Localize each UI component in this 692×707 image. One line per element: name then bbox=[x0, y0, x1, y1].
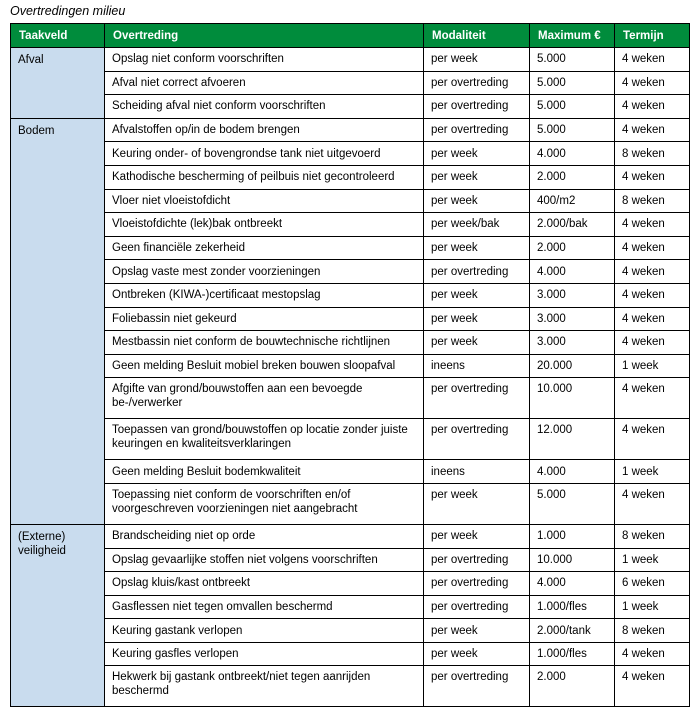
overtreding-cell: Toepassing niet conform de voorschriften en/of voorgeschreven voorzieningen niet aangebracht bbox=[105, 483, 424, 524]
termijn-cell: 1 week bbox=[615, 548, 690, 572]
table-row bbox=[11, 331, 690, 355]
maximum-cell: 4.000 bbox=[530, 142, 615, 166]
maximum-cell: 12.000 bbox=[530, 419, 615, 460]
header-taakveld: Taakveld bbox=[11, 24, 105, 48]
maximum-cell: 4.000 bbox=[530, 572, 615, 596]
overtreding-cell: Gasflessen niet tegen omvallen beschermd bbox=[105, 595, 424, 619]
maximum-cell: 4.000 bbox=[530, 460, 615, 484]
overtreding-cell: Geen melding Besluit mobiel breken bouwen sloopafval bbox=[105, 354, 424, 378]
modaliteit-cell: per overtreding bbox=[424, 118, 530, 142]
table-row bbox=[11, 165, 690, 189]
table-row bbox=[11, 118, 690, 142]
termijn-cell: 4 weken bbox=[615, 378, 690, 419]
maximum-cell: 2.000/bak bbox=[530, 213, 615, 237]
termijn-cell: 4 weken bbox=[615, 118, 690, 142]
termijn-cell: 8 weken bbox=[615, 619, 690, 643]
table-row bbox=[11, 548, 690, 572]
overtreding-cell: Scheiding afval niet conform voorschriften bbox=[105, 95, 424, 119]
table-row bbox=[11, 95, 690, 119]
modaliteit-cell: per overtreding bbox=[424, 260, 530, 284]
maximum-cell: 10.000 bbox=[530, 548, 615, 572]
modaliteit-cell: per overtreding bbox=[424, 378, 530, 419]
taakveld-cell: Afval bbox=[11, 48, 105, 119]
maximum-cell: 3.000 bbox=[530, 331, 615, 355]
maximum-cell: 2.000 bbox=[530, 666, 615, 707]
overtreding-cell: Mestbassin niet conform de bouwtechnische richtlijnen bbox=[105, 331, 424, 355]
termijn-cell: 4 weken bbox=[615, 95, 690, 119]
modaliteit-cell: per week bbox=[424, 142, 530, 166]
overtreding-cell: Keuring onder- of bovengrondse tank niet uitgevoerd bbox=[105, 142, 424, 166]
header-overtreding: Overtreding bbox=[105, 24, 424, 48]
termijn-cell: 1 week bbox=[615, 354, 690, 378]
table-row bbox=[11, 354, 690, 378]
termijn-cell: 4 weken bbox=[615, 331, 690, 355]
overtreding-cell: Opslag niet conform voorschriften bbox=[105, 48, 424, 72]
modaliteit-cell: per overtreding bbox=[424, 71, 530, 95]
termijn-cell: 4 weken bbox=[615, 165, 690, 189]
header-termijn: Termijn bbox=[615, 24, 690, 48]
maximum-cell: 400/m2 bbox=[530, 189, 615, 213]
overtreding-cell: Hekwerk bij gastank ontbreekt/niet tegen aanrijden beschermd bbox=[105, 666, 424, 707]
modaliteit-cell: per overtreding bbox=[424, 95, 530, 119]
overtreding-cell: Geen melding Besluit bodemkwaliteit bbox=[105, 460, 424, 484]
termijn-cell: 4 weken bbox=[615, 236, 690, 260]
taakveld-cell: (Externe) veiligheid bbox=[11, 524, 105, 707]
modaliteit-cell: per week bbox=[424, 483, 530, 524]
overtreding-cell: Kathodische bescherming of peilbuis niet gecontroleerd bbox=[105, 165, 424, 189]
table-row bbox=[11, 572, 690, 596]
termijn-cell: 4 weken bbox=[615, 48, 690, 72]
table-row bbox=[11, 142, 690, 166]
termijn-cell: 8 weken bbox=[615, 524, 690, 548]
violations-table bbox=[10, 23, 690, 707]
modaliteit-cell: per overtreding bbox=[424, 548, 530, 572]
maximum-cell: 5.000 bbox=[530, 118, 615, 142]
table-row bbox=[11, 236, 690, 260]
overtreding-cell: Brandscheiding niet op orde bbox=[105, 524, 424, 548]
termijn-cell: 4 weken bbox=[615, 213, 690, 237]
table-row bbox=[11, 307, 690, 331]
maximum-cell: 1.000/fles bbox=[530, 642, 615, 666]
overtreding-cell: Geen financiële zekerheid bbox=[105, 236, 424, 260]
maximum-cell: 5.000 bbox=[530, 483, 615, 524]
maximum-cell: 20.000 bbox=[530, 354, 615, 378]
overtreding-cell: Afval niet correct afvoeren bbox=[105, 71, 424, 95]
overtreding-cell: Opslag vaste mest zonder voorzieningen bbox=[105, 260, 424, 284]
termijn-cell: 8 weken bbox=[615, 142, 690, 166]
document-title: Overtredingen milieu bbox=[10, 4, 126, 18]
termijn-cell: 4 weken bbox=[615, 260, 690, 284]
table-row bbox=[11, 460, 690, 484]
header-modaliteit: Modaliteit bbox=[424, 24, 530, 48]
maximum-cell: 3.000 bbox=[530, 283, 615, 307]
taakveld-cell: Bodem bbox=[11, 118, 105, 524]
overtreding-cell: Afgifte van grond/bouwstoffen aan een bevoegde be-/verwerker bbox=[105, 378, 424, 419]
overtreding-cell: Foliebassin niet gekeurd bbox=[105, 307, 424, 331]
modaliteit-cell: per week bbox=[424, 331, 530, 355]
modaliteit-cell: per week bbox=[424, 524, 530, 548]
termijn-cell: 4 weken bbox=[615, 71, 690, 95]
modaliteit-cell: per overtreding bbox=[424, 666, 530, 707]
maximum-cell: 5.000 bbox=[530, 95, 615, 119]
modaliteit-cell: per week bbox=[424, 307, 530, 331]
termijn-cell: 4 weken bbox=[615, 307, 690, 331]
modaliteit-cell: per week bbox=[424, 189, 530, 213]
table-row bbox=[11, 483, 690, 524]
overtreding-cell: Vloer niet vloeistofdicht bbox=[105, 189, 424, 213]
modaliteit-cell: per week bbox=[424, 165, 530, 189]
overtreding-cell: Opslag gevaarlijke stoffen niet volgens voorschriften bbox=[105, 548, 424, 572]
table-row bbox=[11, 419, 690, 460]
overtreding-cell: Toepassen van grond/bouwstoffen op locatie zonder juiste keuringen en kwaliteitsverklaringen bbox=[105, 419, 424, 460]
table-row bbox=[11, 48, 690, 72]
maximum-cell: 2.000 bbox=[530, 236, 615, 260]
modaliteit-cell: per overtreding bbox=[424, 572, 530, 596]
termijn-cell: 4 weken bbox=[615, 483, 690, 524]
termijn-cell: 1 week bbox=[615, 595, 690, 619]
overtreding-cell: Opslag kluis/kast ontbreekt bbox=[105, 572, 424, 596]
termijn-cell: 4 weken bbox=[615, 642, 690, 666]
modaliteit-cell: per week bbox=[424, 283, 530, 307]
modaliteit-cell: per week bbox=[424, 642, 530, 666]
header-row bbox=[11, 24, 690, 48]
table-row bbox=[11, 666, 690, 707]
table-row bbox=[11, 213, 690, 237]
overtreding-cell: Ontbreken (KIWA-)certificaat mestopslag bbox=[105, 283, 424, 307]
termijn-cell: 8 weken bbox=[615, 189, 690, 213]
termijn-cell: 4 weken bbox=[615, 419, 690, 460]
modaliteit-cell: per week/bak bbox=[424, 213, 530, 237]
maximum-cell: 5.000 bbox=[530, 48, 615, 72]
modaliteit-cell: per week bbox=[424, 619, 530, 643]
modaliteit-cell: per week bbox=[424, 236, 530, 260]
table-row bbox=[11, 595, 690, 619]
maximum-cell: 3.000 bbox=[530, 307, 615, 331]
maximum-cell: 4.000 bbox=[530, 260, 615, 284]
modaliteit-cell: ineens bbox=[424, 460, 530, 484]
termijn-cell: 4 weken bbox=[615, 666, 690, 707]
termijn-cell: 6 weken bbox=[615, 572, 690, 596]
termijn-cell: 4 weken bbox=[615, 283, 690, 307]
table-row bbox=[11, 619, 690, 643]
maximum-cell: 1.000 bbox=[530, 524, 615, 548]
modaliteit-cell: per overtreding bbox=[424, 419, 530, 460]
overtreding-cell: Keuring gastank verlopen bbox=[105, 619, 424, 643]
table-row bbox=[11, 378, 690, 419]
maximum-cell: 10.000 bbox=[530, 378, 615, 419]
header-maximum: Maximum € bbox=[530, 24, 615, 48]
table-row bbox=[11, 283, 690, 307]
maximum-cell: 2.000/tank bbox=[530, 619, 615, 643]
overtreding-cell: Afvalstoffen op/in de bodem brengen bbox=[105, 118, 424, 142]
maximum-cell: 2.000 bbox=[530, 165, 615, 189]
table-row bbox=[11, 71, 690, 95]
maximum-cell: 5.000 bbox=[530, 71, 615, 95]
table-row bbox=[11, 189, 690, 213]
modaliteit-cell: ineens bbox=[424, 354, 530, 378]
overtreding-cell: Vloeistofdichte (lek)bak ontbreekt bbox=[105, 213, 424, 237]
modaliteit-cell: per week bbox=[424, 48, 530, 72]
termijn-cell: 1 week bbox=[615, 460, 690, 484]
table-row bbox=[11, 524, 690, 548]
modaliteit-cell: per overtreding bbox=[424, 595, 530, 619]
table-row bbox=[11, 642, 690, 666]
overtreding-cell: Keuring gasfles verlopen bbox=[105, 642, 424, 666]
maximum-cell: 1.000/fles bbox=[530, 595, 615, 619]
table-row bbox=[11, 260, 690, 284]
